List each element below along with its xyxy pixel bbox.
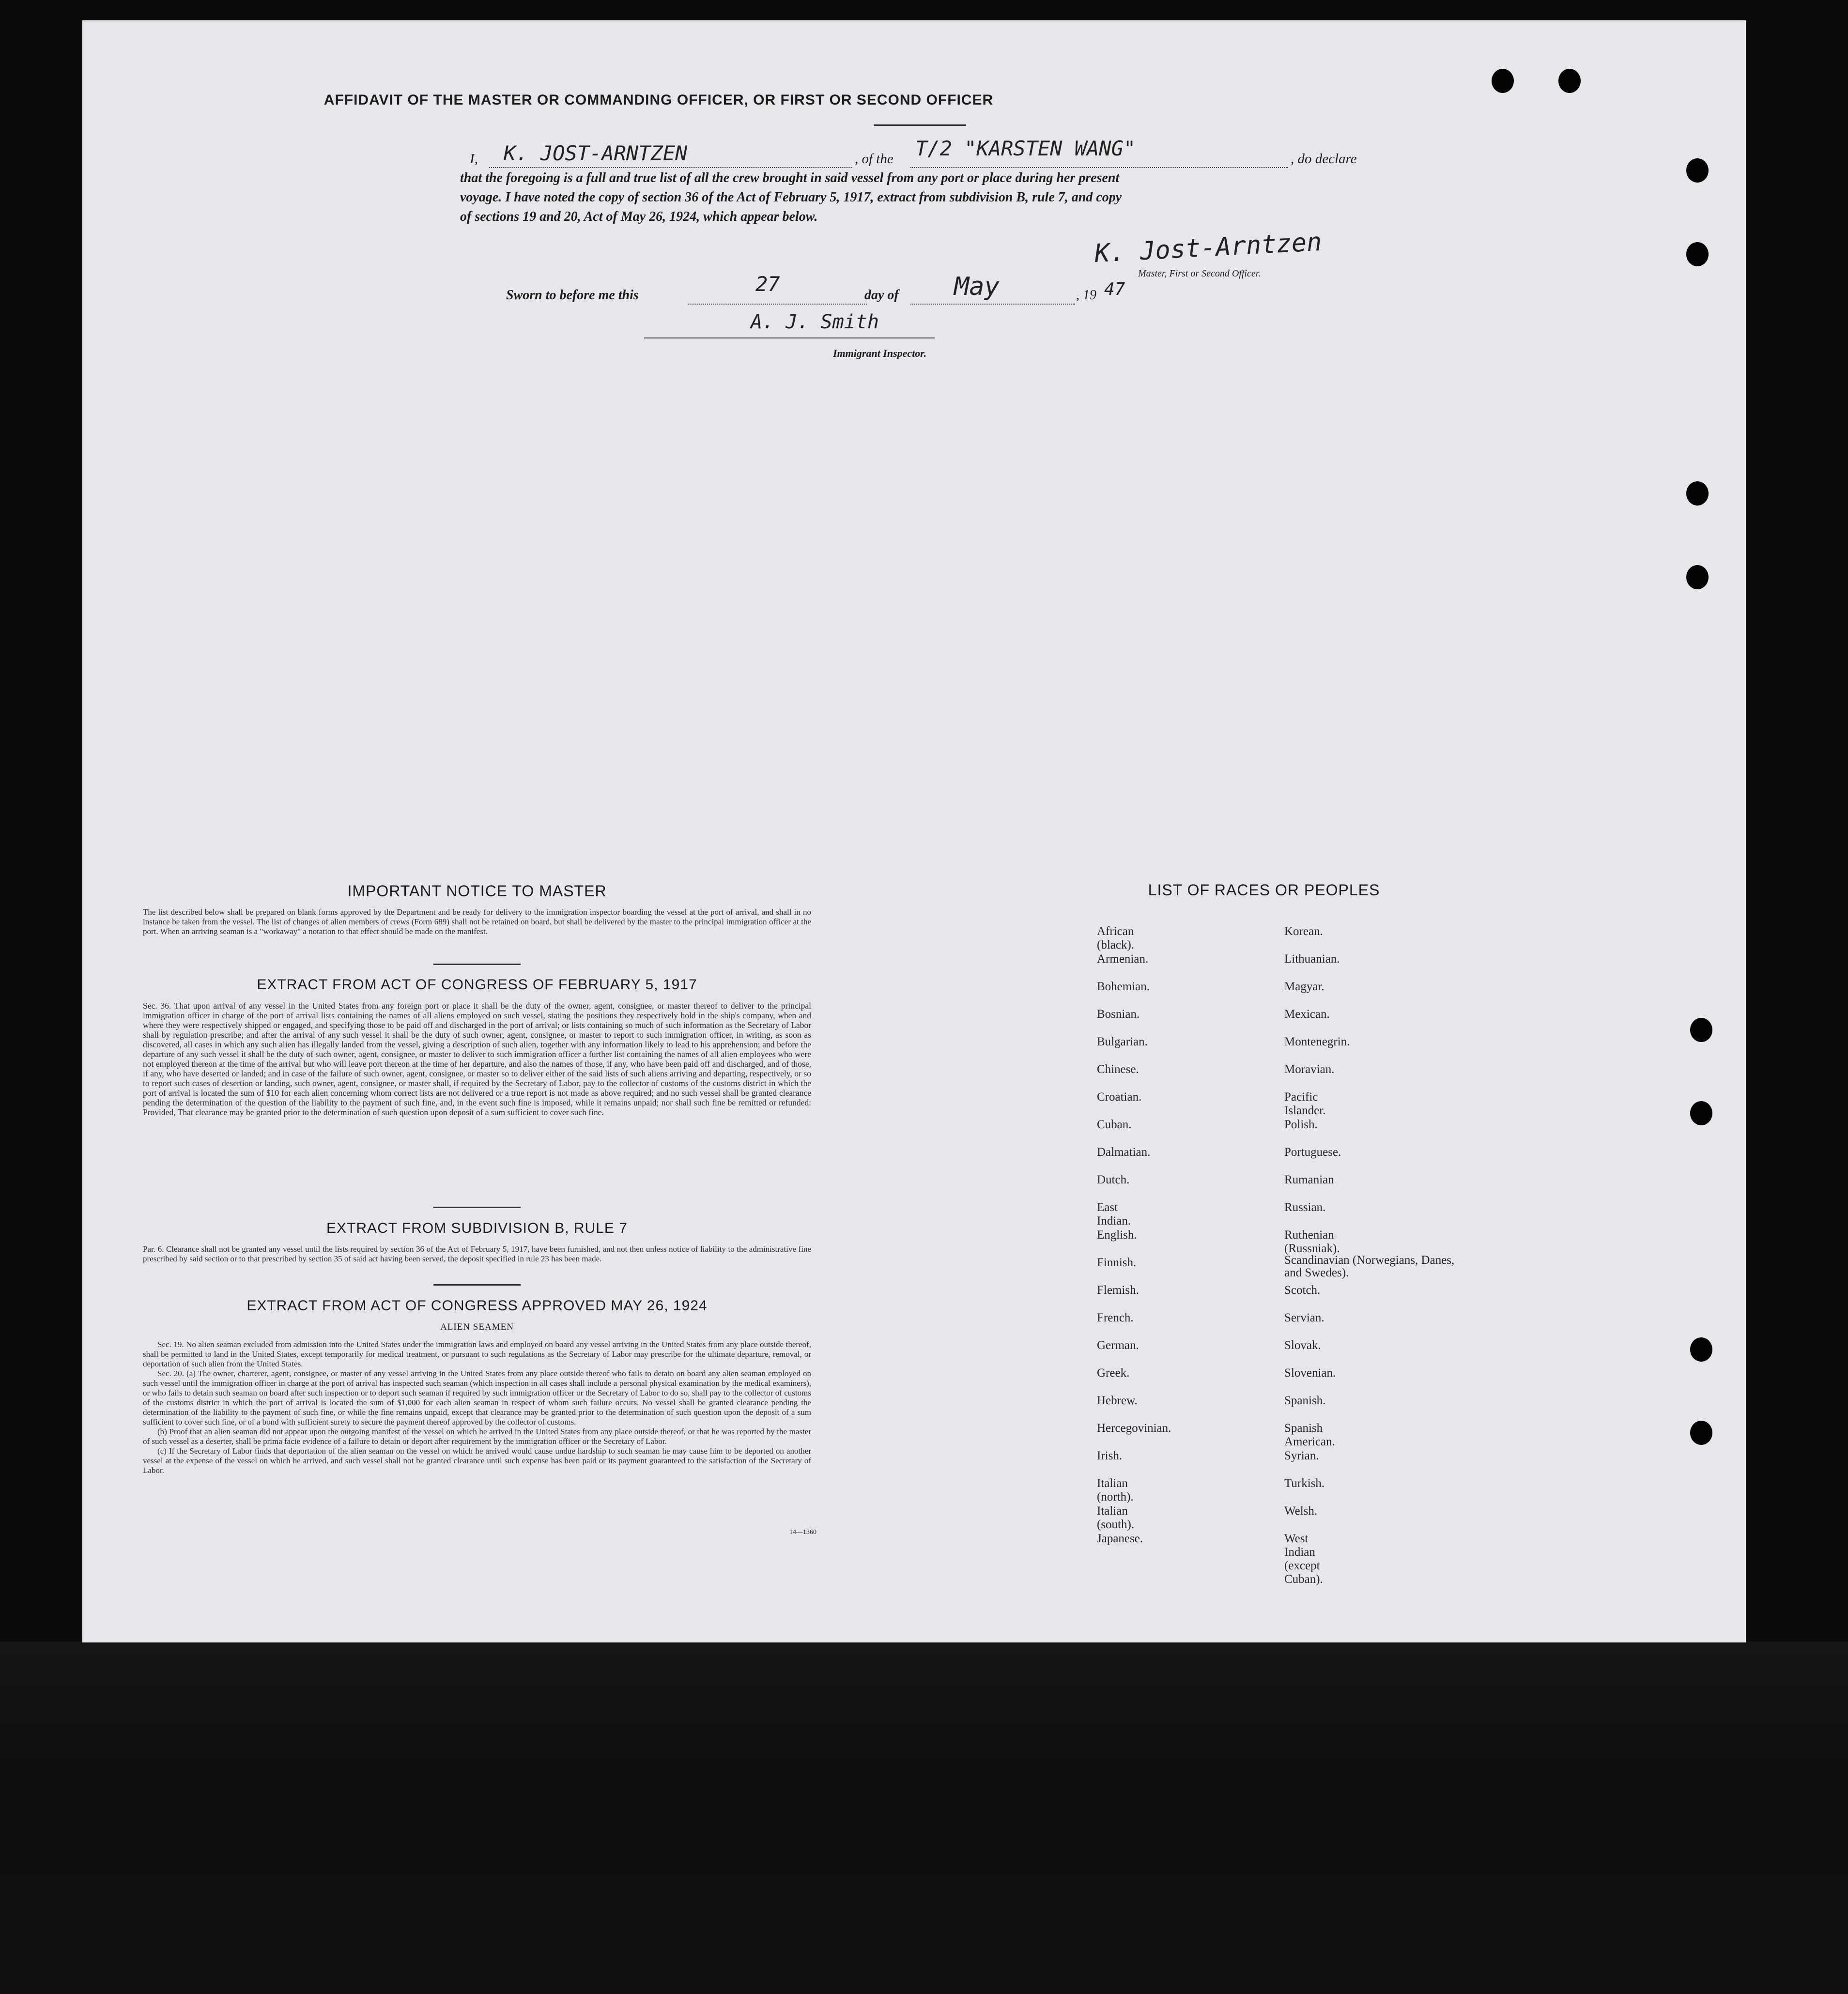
year-prefix: , 19 <box>1076 288 1096 303</box>
punch-hole <box>1690 1101 1712 1125</box>
section-20c: (c) If the Secretary of Labor finds that deportation of the alien seaman on the vessel on which he arrived would cause undue hardship to such seaman he may cause him to be deported on another vessel at the expense of the vessel on which he arrived, and such vessel shall not be granted clearance until such expense has been paid or its payment guaranteed to the satisfaction of the Secretary of Labor. <box>143 1446 811 1475</box>
affidavit-title: AFFIDAVIT OF THE MASTER OR COMMANDING OFFICER, OR FIRST OR SECOND OFFICER <box>323 92 994 108</box>
extract-rule7-title: EXTRACT FROM SUBDIVISION B, RULE 7 <box>326 1220 628 1236</box>
punch-hole <box>1686 481 1709 506</box>
race-item: Armenian. <box>1097 952 1149 966</box>
race-item: East Indian. <box>1097 1201 1131 1227</box>
section-20b: (b) Proof that an alien seaman did not appear upon the outgoing manifest of the vessel on which he arrived in the United States from any place outside thereof, or that he was reported by the master of such vessel as a deserter, shall be prima facie evidence of a failure to detain or deport after requirement by the immigration officer or the Secretary of Labor. <box>143 1427 811 1446</box>
punch-hole <box>1690 1421 1712 1445</box>
extract-1917-title: EXTRACT FROM ACT OF CONGRESS OF FEBRUARY 5, 1917 <box>257 977 697 993</box>
race-item: Dalmatian. <box>1097 1146 1151 1159</box>
race-item: Ruthenian (Russniak). <box>1284 1228 1340 1255</box>
race-item: Hebrew. <box>1097 1394 1138 1407</box>
race-item: West Indian (except Cuban). <box>1284 1532 1323 1586</box>
races-title: LIST OF RACES OR PEOPLES <box>1148 881 1380 899</box>
race-item: Bohemian. <box>1097 980 1150 993</box>
extract-1924-subtitle: ALIEN SEAMEN <box>440 1322 514 1332</box>
race-item: Turkish. <box>1284 1477 1325 1490</box>
master-signature: K. Jost-Arntzen <box>1093 227 1323 269</box>
race-item: Greek. <box>1097 1366 1130 1380</box>
punch-hole <box>1690 1337 1712 1362</box>
do-declare-label: , do declare <box>1291 151 1357 167</box>
inspector-signature: A. J. Smith <box>751 311 879 333</box>
inspector-line <box>644 337 935 338</box>
master-caption: Master, First or Second Officer. <box>1138 268 1261 279</box>
race-item: Moravian. <box>1284 1063 1335 1076</box>
race-item: Hercegovinian. <box>1097 1422 1171 1435</box>
form-number: 14—1360 <box>789 1529 816 1536</box>
scan-background <box>0 1641 1848 1994</box>
race-item: Irish. <box>1097 1449 1123 1462</box>
name-line <box>489 167 852 168</box>
race-item: Lithuanian. <box>1284 952 1340 966</box>
divider <box>433 1207 521 1208</box>
race-item: Russian. <box>1284 1201 1326 1214</box>
divider <box>874 124 966 126</box>
declaration-line: voyage. I have noted the copy of section 36 of the Act of February 5, 1917, extract from subdivision B, rule 7, and copy <box>460 190 1122 205</box>
race-item: Slovak. <box>1284 1339 1321 1352</box>
of-the-said-label: , of the <box>855 151 893 167</box>
race-item: Syrian. <box>1284 1449 1319 1462</box>
race-item: Magyar. <box>1284 980 1324 993</box>
race-item: Montenegrin. <box>1284 1035 1350 1048</box>
race-item: Spanish American. <box>1284 1422 1335 1448</box>
master-name: K. JOST-ARNTZEN <box>504 141 688 165</box>
day-of-label: day of <box>864 288 899 303</box>
race-item: African (black). <box>1097 925 1135 951</box>
inspector-caption: Immigrant Inspector. <box>833 347 927 359</box>
divider <box>433 964 521 965</box>
race-item: Servian. <box>1284 1311 1324 1324</box>
document-page <box>82 20 1746 1642</box>
extract-1917-body: Sec. 36. That upon arrival of any vessel in the United States from any foreign port or place it shall be the duty of the owner, agent, consignee, or master thereof to deliver to the principal immigration officer in charge of the port of arrival lists containing the names of all aliens employed on such vessel, stating the positions they respectively hold in the ship's company, when and where they were respectively shipped or engaged, and specifying those to be paid off and discharged in the port of arrival; or lists containing so much of such information as the Secretary of Labor shall by regulation prescribe; and after the arrival of any such vessel it shall be the duty of such owner, agent, consignee, or master to report to such immigration officer, in writing, as soon as discovered, all cases in which any such alien has illegally landed from the vessel, giving a description of such alien, together with any information likely to lead to his apprehension; and before the departure of any such vessel it shall be the duty of such owner, agent, consignee, or master to deliver to such immigration officer a further list containing the names of all alien employees who were not employed thereon at the time of the arrival but who will leave port thereon at the time of her departure, and also the names of those, if any, who have been paid off and discharged, and of those, if any, who have deserted or landed; and in case of the failure of such owner, agent, consignee, or master so to deliver either of the said lists of such aliens arriving and departing, respectively, or so to report such cases of desertion or landing, such owner, agent, consignee, or master shall, if required by the Secretary of Labor, pay to the collector of customs of the customs district in which the port of arrival is located the sum of $10 for each alien concerning whom correct lists are not delivered or a true report is not made as above required; and no such vessel shall be granted clearance pending the determination of the question of the liability to the payment of such fine, and, in the event such fine is imposed, while it remains unpaid; nor shall such fine be remitted or refunded: Provided, That clearance may be granted prior to the determination of such question upon deposit of a sum sufficient to cover such fine. <box>143 1001 811 1117</box>
extract-rule7-body: Par. 6. Clearance shall not be granted any vessel until the lists required by section 36 of the Act of February 5, 1917, have been furnished, and not then unless notice of liability to the administrative fine prescribed by said section or to that prescribed by section 35 of said act having been served, the deposit specified in rule 23 has been made. <box>143 1244 811 1263</box>
race-item: Slovenian. <box>1284 1366 1336 1380</box>
punch-hole <box>1686 565 1709 589</box>
punch-hole <box>1690 1018 1712 1042</box>
race-item: Italian (north). <box>1097 1477 1134 1503</box>
race-item: Portuguese. <box>1284 1146 1341 1159</box>
race-item: Italian (south). <box>1097 1504 1135 1531</box>
race-item: French. <box>1097 1311 1134 1324</box>
race-item: Mexican. <box>1284 1008 1330 1021</box>
race-item: Bosnian. <box>1097 1008 1140 1021</box>
race-item: Spanish. <box>1284 1394 1326 1407</box>
declaration-line: that the foregoing is a full and true list of all the crew brought in said vessel from any port or place during her present <box>460 170 1120 185</box>
race-item: Pacific Islander. <box>1284 1090 1326 1117</box>
month-line <box>910 304 1075 305</box>
section-19: Sec. 19. No alien seaman excluded from admission into the United States under the immigration laws and employed on board any vessel arriving in the United States from any place outside thereof, shall be permitted to land in the United States, except temporarily for medical treatment, or pursuant to such regulations as the Secretary of Labor may prescribe for the ultimate departure, removal, or deportation of such alien from the United States. <box>143 1340 811 1368</box>
race-item: Flemish. <box>1097 1284 1139 1297</box>
race-item: Finnish. <box>1097 1256 1137 1269</box>
race-item: Japanese. <box>1097 1532 1143 1545</box>
race-item: Scotch. <box>1284 1284 1321 1297</box>
race-item: Croatian. <box>1097 1090 1142 1104</box>
vessel-name: T/2 "KARSTEN WANG" <box>915 137 1136 160</box>
vessel-line <box>910 167 1288 168</box>
extract-1924-title: EXTRACT FROM ACT OF CONGRESS APPROVED MAY 26, 1924 <box>246 1298 708 1314</box>
race-item: Bulgarian. <box>1097 1035 1148 1048</box>
notice-body: The list described below shall be prepared on blank forms approved by the Department and be ready for delivery to the immigration inspector boarding the vessel at the port of arrival, and shall in no instance be taken from the vessel. The list of changes of alien members of crews (Form 689) shall not be retained on board, but shall be delivered by the master to the principal immigration officer at the port. When an arriving seaman is a "workaway" a notation to that effect should be made on the manifest. <box>143 907 811 936</box>
race-item: Cuban. <box>1097 1118 1132 1131</box>
sworn-label: Sworn to before me this <box>506 288 639 303</box>
sworn-year: 47 <box>1104 279 1125 299</box>
sworn-month: May <box>954 272 1000 301</box>
race-item: German. <box>1097 1339 1139 1352</box>
punch-hole <box>1492 69 1514 93</box>
race-item: Welsh. <box>1284 1504 1318 1518</box>
punch-hole <box>1558 69 1581 93</box>
race-item: Chinese. <box>1097 1063 1139 1076</box>
race-item: Rumanian <box>1284 1173 1334 1186</box>
section-20a: Sec. 20. (a) The owner, charterer, agent, consignee, or master of any vessel arriving in the United States from any place outside thereof who fails to detain on board any alien seaman employed on such vessel until the immigration officer in charge at the port of arrival has inspected such seaman (which inspection in all cases shall include a personal physical examination by the medical examiners), or who fails to detain such seaman on board after such inspection or to deport such seaman if required by such immigration officer or the Secretary of Labor to do so, shall pay to the collector of customs of the customs district in which the port of arrival is located the sum of $1,000 for each alien seaman in respect of whom such failure occurs. No vessel shall be granted clearance pending the determination of the liability to the payment of such fine, or while the fine remains unpaid, except that clearance may be granted prior to the determination of such question upon the deposit of a sum sufficient to cover such fine, or of a bond with sufficient surety to secure the payment thereof approved by the collector of customs. <box>143 1369 811 1426</box>
race-item: Dutch. <box>1097 1173 1130 1186</box>
declarant-prefix: I, <box>470 151 478 167</box>
divider <box>433 1284 521 1286</box>
race-item: Korean. <box>1284 925 1323 938</box>
notice-title: IMPORTANT NOTICE TO MASTER <box>347 882 607 900</box>
race-item: Scandinavian (Norwegians, Danes, and Swedes). <box>1284 1254 1455 1279</box>
race-item: English. <box>1097 1228 1137 1242</box>
declaration-line: of sections 19 and 20, Act of May 26, 1924, which appear below. <box>460 209 818 224</box>
punch-hole <box>1686 242 1709 266</box>
sworn-day: 27 <box>755 272 780 296</box>
day-line <box>688 304 867 305</box>
punch-hole <box>1686 158 1709 183</box>
race-item: Polish. <box>1284 1118 1318 1131</box>
